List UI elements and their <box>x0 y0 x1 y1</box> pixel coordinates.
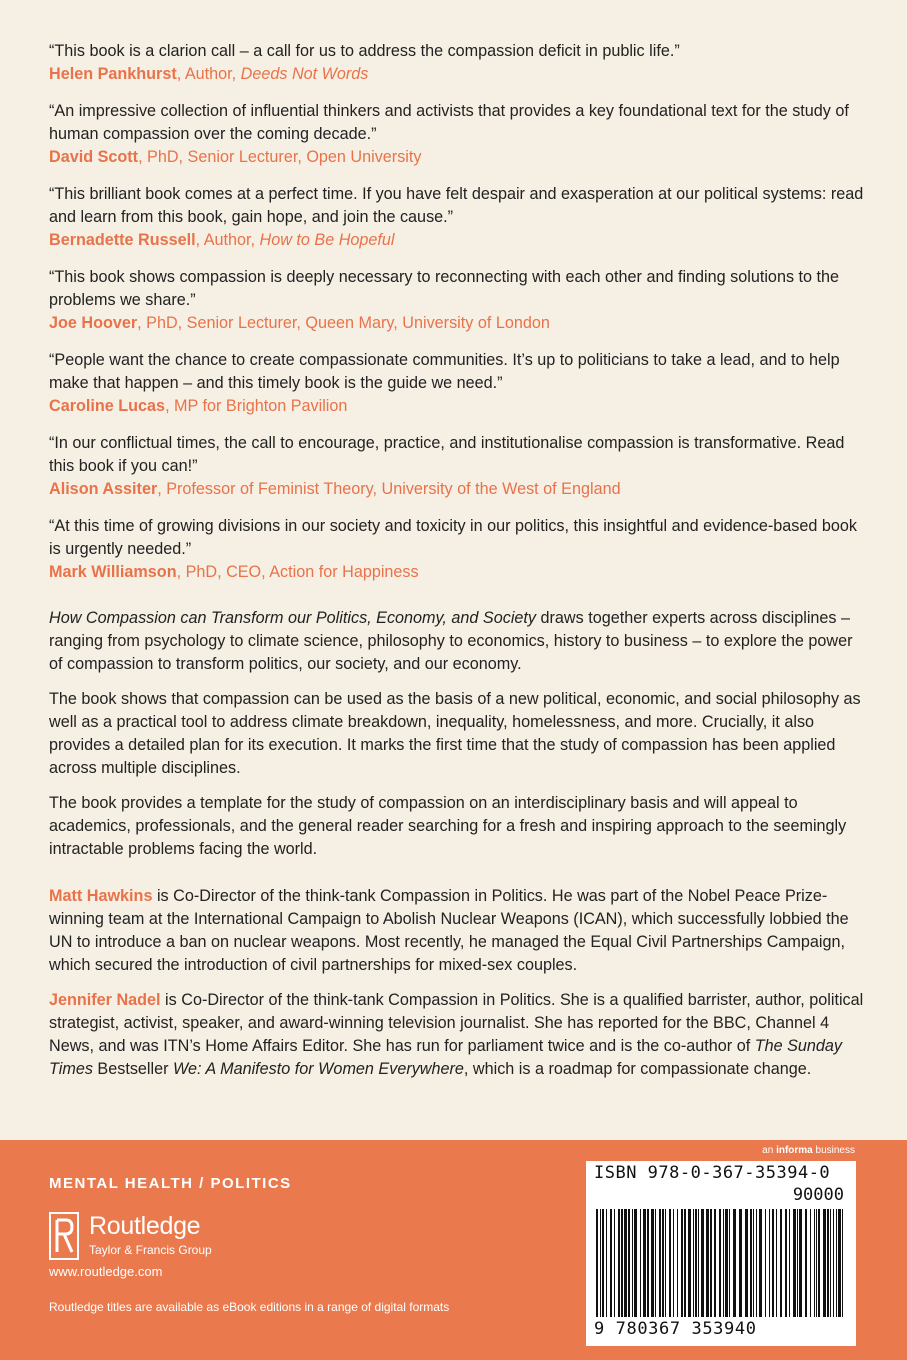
barcode-bar <box>659 1209 661 1317</box>
barcode-bar <box>684 1209 686 1317</box>
barcode-bar <box>610 1209 612 1317</box>
barcode-bar <box>810 1209 811 1317</box>
quote-text: “This brilliant book comes at a perfect time. If you have felt despair and exasperation at our political systems: read and learn from this book, gain hope, and join the cause.” <box>49 185 864 226</box>
barcode-bar <box>725 1209 728 1317</box>
cover-footer <box>0 1140 907 1360</box>
barcode-bar <box>647 1209 649 1317</box>
barcode-bar <box>669 1209 671 1317</box>
barcode-bar <box>662 1209 664 1317</box>
endorsement <box>49 100 869 169</box>
subject-category: MENTAL HEALTH / POLITICS <box>49 1175 292 1192</box>
quote-text: “This book is a clarion call – a call for us to address the compassion deficit in public life.” <box>49 42 680 60</box>
endorsement <box>49 266 869 335</box>
barcode-bar <box>640 1209 641 1317</box>
bio-italic: We: A Manifesto for Women Everywhere <box>173 1060 464 1078</box>
barcode-bar <box>816 1209 817 1317</box>
publisher-name: Routledge <box>89 1212 201 1240</box>
isbn-label: ISBN 978-0-367-35394-0 <box>594 1163 831 1183</box>
author-bios <box>49 885 869 1081</box>
book-title: How Compassion can Transform our Politics, Economy, and Society <box>49 609 537 627</box>
author-bio-nadel <box>49 989 869 1081</box>
barcode-bar <box>602 1209 604 1317</box>
publisher-logo <box>49 1212 249 1262</box>
barcode-bar <box>618 1209 620 1317</box>
quote-role: , Author, <box>195 231 260 249</box>
barcode-bar <box>723 1209 724 1317</box>
quote-work: How to Be Hopeful <box>259 231 395 249</box>
barcode-bar <box>710 1209 712 1317</box>
barcode-bar <box>772 1209 774 1317</box>
bio-text: is Co-Director of the think-tank Compassion in Politics. She is a qualified barrister, author, political strategist, activist, speaker, and award-winning television journalist. She has reported for the BBC, Channel 4 News, and was ITN’s Home Affairs Editor. She has run for parliament twice and is the co-author of <box>49 991 864 1055</box>
bio-text: , which is a roadmap for compassionate change. <box>463 1060 812 1078</box>
barcode-bars <box>594 1209 848 1319</box>
author-name: Jennifer Nadel <box>49 991 161 1009</box>
quote-role: , MP for Brighton Pavilion <box>165 397 348 415</box>
quote-text: “People want the chance to create compassionate communities. It’s up to politicians to take a lead, and to help make that happen – and this timely book is the guide we need.” <box>49 351 840 392</box>
quote-attribution <box>49 146 869 169</box>
quote-attribution <box>49 395 869 418</box>
endorsement <box>49 515 869 584</box>
barcode-bar <box>745 1209 748 1317</box>
barcode-bar <box>706 1209 709 1317</box>
barcode-bar <box>634 1209 637 1317</box>
barcode-bar <box>776 1209 777 1317</box>
barcode-bar <box>789 1209 790 1317</box>
quote-text: “This book shows compassion is deeply necessary to reconnecting with each other and finding solutions to the problems we share.” <box>49 268 840 309</box>
quote-attribution <box>49 312 869 335</box>
quote-attribution <box>49 478 869 501</box>
bio-text: Bestseller <box>92 1060 174 1078</box>
barcode-bar <box>785 1209 787 1317</box>
bio-italic: The Sunday Times <box>49 1037 842 1078</box>
quote-author: Alison Assiter <box>49 480 158 498</box>
barcode-bar <box>655 1209 656 1317</box>
quote-work: Deeds Not Words <box>240 65 369 83</box>
barcode-bar <box>714 1209 716 1317</box>
quote-author: David Scott <box>49 148 139 166</box>
barcode-bar <box>830 1209 831 1317</box>
quote-attribution <box>49 63 869 86</box>
barcode-bar <box>693 1209 694 1317</box>
quote-attribution <box>49 229 869 252</box>
barcode-bar <box>600 1209 601 1317</box>
endorsement <box>49 183 869 252</box>
barcode-bar <box>842 1209 843 1317</box>
barcode-bar <box>814 1209 815 1317</box>
barcode-bar <box>733 1209 736 1317</box>
barcode-digits: 9 780367 353940 <box>594 1319 757 1339</box>
barcode-bar <box>698 1209 699 1317</box>
barcode-bar <box>769 1209 770 1317</box>
barcode-bar <box>739 1209 742 1317</box>
ebook-note: Routledge titles are available as eBook editions in a range of digital formats <box>49 1300 450 1314</box>
quote-author: Mark Williamson <box>49 563 177 581</box>
barcode-bar <box>759 1209 762 1317</box>
endorsement <box>49 40 869 86</box>
barcode-bar <box>614 1209 615 1317</box>
quote-author: Joe Hoover <box>49 314 138 332</box>
quote-author: Helen Pankhurst <box>49 65 177 83</box>
quote-role: , PhD, Senior Lecturer, Open University <box>138 148 422 166</box>
book-description <box>49 607 869 861</box>
barcode-bar <box>606 1209 607 1317</box>
endorsements <box>49 40 869 1093</box>
barcode-bar <box>838 1209 841 1317</box>
barcode-bar <box>833 1209 834 1317</box>
quote-author: Bernadette Russell <box>49 231 196 249</box>
author-name: Matt Hawkins <box>49 887 153 905</box>
barcode-bar <box>596 1209 598 1317</box>
author-bio-hawkins <box>49 885 869 977</box>
barcode-bar <box>701 1209 704 1317</box>
publisher-group: Taylor & Francis Group <box>89 1243 212 1257</box>
quote-role: , PhD, CEO, Action for Happiness <box>176 563 419 581</box>
endorsement <box>49 349 869 418</box>
barcode-bar <box>677 1209 678 1317</box>
barcode-bar <box>805 1209 807 1317</box>
publisher-website: www.routledge.com <box>49 1264 163 1279</box>
routledge-logo-icon <box>49 1212 79 1260</box>
quote-text: “In our conflictual times, the call to encourage, practice, and institutionalise compassion is transformative. Read this book if you can!” <box>49 434 845 475</box>
barcode-bar <box>836 1209 837 1317</box>
quote-author: Caroline Lucas <box>49 397 166 415</box>
barcode-bar <box>818 1209 820 1317</box>
barcode-bar <box>632 1209 633 1317</box>
barcode-bar <box>665 1209 666 1317</box>
barcode-bar <box>651 1209 654 1317</box>
barcode-bar <box>793 1209 796 1317</box>
endorsement <box>49 432 869 501</box>
barcode-bar <box>756 1209 757 1317</box>
barcode-bar <box>681 1209 683 1317</box>
barcode-bar <box>797 1209 798 1317</box>
description-paragraph: The book provides a template for the study of compassion on an interdisciplinary basis and will appeal to academics, professionals, and the general reader searching for a fresh and inspiring approach to the seemingly intractable problems facing the world. <box>49 794 847 858</box>
isbn-barcode <box>586 1161 856 1346</box>
quote-text: “At this time of growing divisions in our society and toxicity in our politics, this insightful and evidence-based book is urgently needed.” <box>49 517 857 558</box>
quote-role: , Author, <box>176 65 241 83</box>
description-paragraph <box>49 607 869 676</box>
barcode-bar <box>827 1209 829 1317</box>
barcode-bar <box>799 1209 802 1317</box>
barcode-bar <box>688 1209 691 1317</box>
barcode-bar <box>753 1209 754 1317</box>
informa-tagline <box>762 1145 855 1156</box>
quote-text: “An impressive collection of influential thinkers and activists that provides a key foundational text for the study of human compassion over the coming decade.” <box>49 102 849 143</box>
barcode-bar <box>729 1209 730 1317</box>
description-text: draws together experts across disciplines – ranging from psychology to climate science, philosophy to economics, history to business – to explore the power of compassion to transform politics, our society, and our economy. <box>49 609 853 673</box>
barcode-bar <box>765 1209 766 1317</box>
informa-suffix: business <box>812 1145 855 1156</box>
description-paragraph: The book shows that compassion can be used as the basis of a new political, economic, and social philosophy as well as a practical tool to address climate breakdown, inequality, homelessness, and more. Crucially, it also provides a detailed plan for its execution. It marks the first time that the study of compassion has been applied across multiple disciplines. <box>49 690 861 777</box>
bio-text: is Co-Director of the think-tank Compassion in Politics. He was part of the Nobel Peace Prize-winning team at the International Campaign to Abolish Nuclear Weapons (ICAN), which successfully lobbied the UN to introduce a ban on nuclear weapons. Most recently, he managed the Equal Civil Partnerships Campaign, which secured the introduction of civil partnerships for mixed-sex couples. <box>49 887 849 974</box>
quote-role: , PhD, Senior Lecturer, Queen Mary, University of London <box>137 314 550 332</box>
quote-role: , Professor of Feminist Theory, University of the West of England <box>157 480 621 498</box>
barcode-bar <box>823 1209 826 1317</box>
barcode-bar <box>643 1209 646 1317</box>
barcode-bar <box>750 1209 752 1317</box>
informa-prefix: an <box>762 1145 777 1156</box>
quote-attribution <box>49 561 869 584</box>
barcode-bar <box>673 1209 674 1317</box>
barcode-bar <box>719 1209 721 1317</box>
price-code: 90000 <box>792 1185 844 1205</box>
barcode-bar <box>621 1209 623 1317</box>
informa-brand: informa <box>776 1145 813 1156</box>
barcode-bar <box>780 1209 782 1317</box>
barcode-bar <box>624 1209 627 1317</box>
barcode-bar <box>628 1209 630 1317</box>
barcode-bar <box>695 1209 697 1317</box>
